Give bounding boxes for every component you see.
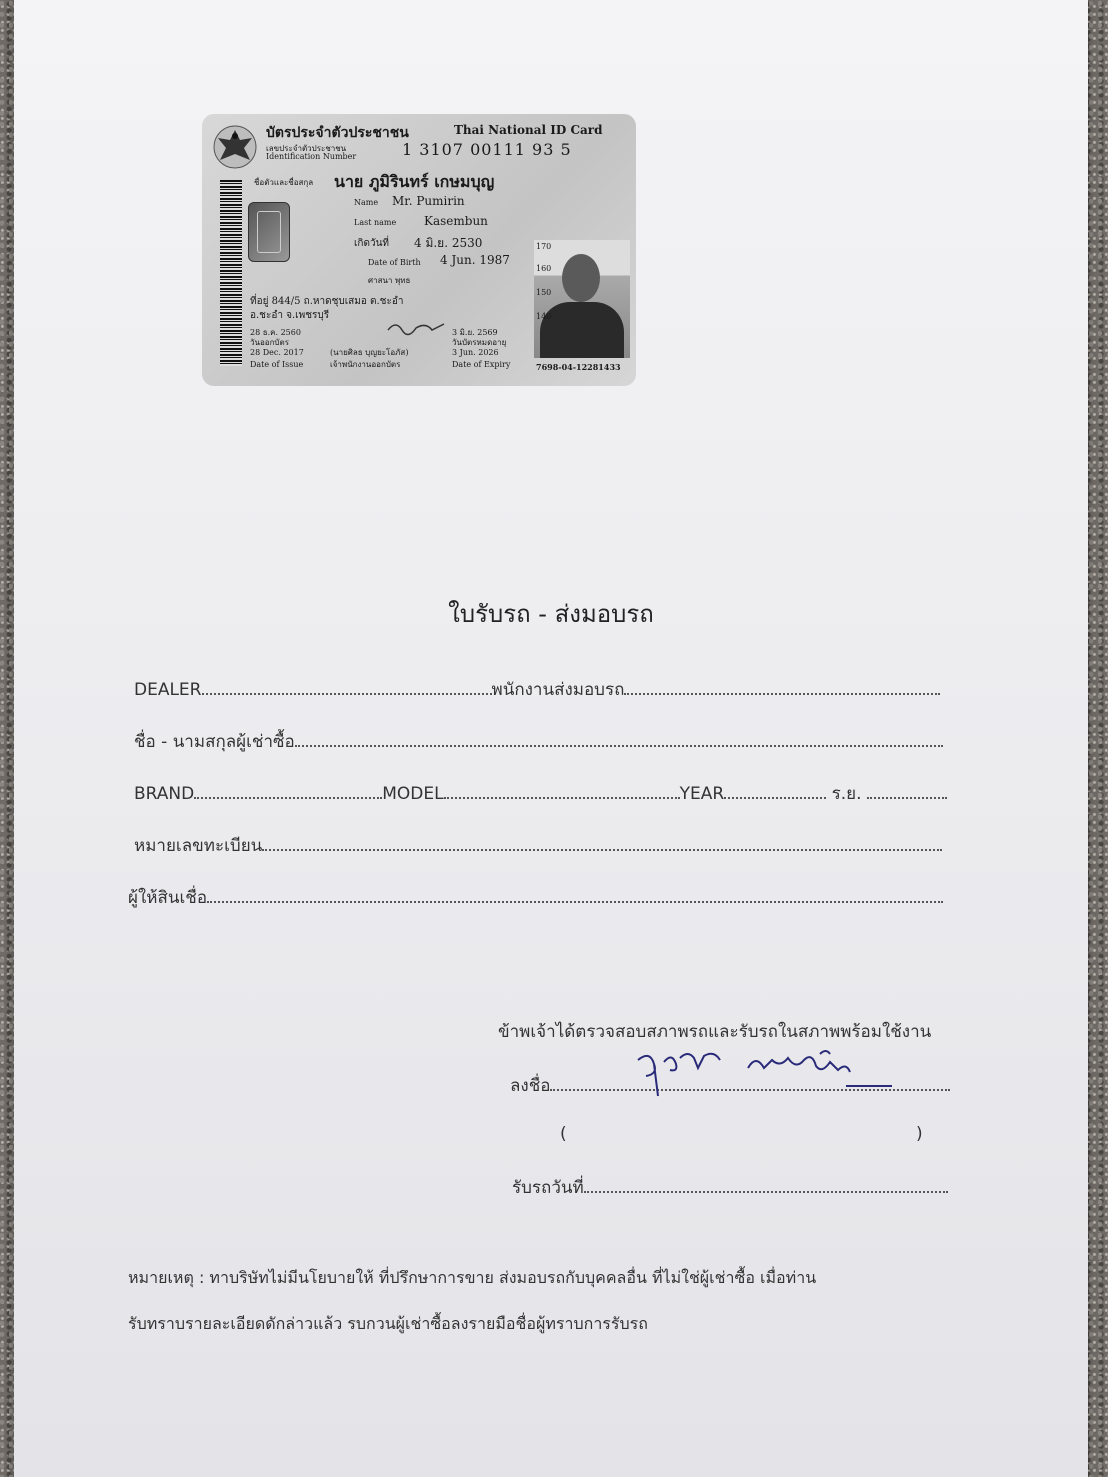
sign-label: ลงชื่อ (510, 1076, 551, 1096)
customer-name-label: ชื่อ - นามสกุลผู้เช่าซื้อ (134, 732, 295, 752)
paren-close: ) (916, 1124, 923, 1144)
height-mark-170: 170 (536, 242, 552, 251)
received-date-field[interactable] (584, 1177, 948, 1193)
dealer-field[interactable] (202, 679, 492, 695)
dealer-label: DEALER (134, 680, 202, 700)
id-number: 1 3107 00111 93 5 (402, 140, 572, 159)
brand-label: BRAND (134, 784, 195, 804)
height-mark-160: 160 (536, 264, 552, 273)
plate-field[interactable] (262, 835, 942, 851)
card-serial: 7698-04-12281433 (536, 362, 621, 372)
customer-name-row (134, 728, 943, 755)
plate-row (134, 832, 942, 859)
issue-label-en: Date of Issue (250, 360, 304, 369)
received-date-row (512, 1174, 948, 1201)
issue-label-thai: วันออกบัตร (250, 338, 289, 347)
issue-en: 28 Dec. 2017 (250, 348, 304, 357)
year-label: YEAR (679, 784, 725, 804)
expiry-label-en: Date of Expiry (452, 360, 511, 369)
dob-label-thai: เกิดวันที่ (354, 238, 390, 249)
note-line1: หมายเหตุ : ทาบริษัทไม่มีนโยบายให้ ที่ปรึกษาการขาย ส่งมอบรถกับบุคคลอื่น ที่ไม่ใช่ผู้เช่าซื้อ เมื่อท่าน (128, 1268, 817, 1287)
dob-thai: 4 มิ.ย. 2530 (414, 236, 483, 250)
height-mark-150: 150 (536, 288, 552, 297)
declaration-text: ข้าพเจ้าได้ตรวจสอบสภาพรถและรับรถในสภาพพร้อมใช้งาน (498, 1022, 932, 1042)
card-header-thai: บัตรประจำตัวประชาชน (266, 125, 409, 141)
id-label-thai: เลขประจำตัวประชาชน (266, 144, 347, 153)
ry-label: ร.ย. (831, 784, 862, 804)
name-en: Mr. Pumirin (392, 194, 465, 208)
issue-thai: 28 ธ.ค. 2560 (250, 328, 301, 337)
model-field[interactable] (444, 783, 680, 799)
barcode (220, 180, 242, 366)
expiry-label-thai: วันบัตรหมดอายุ (452, 338, 507, 347)
photo-head (562, 254, 600, 302)
card-header-en: Thai National ID Card (454, 123, 603, 137)
photo-body (540, 302, 624, 358)
ry-field[interactable] (867, 783, 947, 799)
delivery-staff-label: พนักงานส่งมอบรถ (491, 680, 625, 700)
vehicle-row (134, 780, 947, 807)
received-date-label: รับรถวันที่ (512, 1178, 584, 1198)
garuda-emblem-icon (212, 124, 258, 170)
card-photo (534, 240, 630, 358)
lastname-label-en: Last name (354, 218, 397, 227)
paren-open: ( (560, 1124, 567, 1144)
address-line2: อ.ชะอำ จ.เพชรบุรี (250, 310, 330, 321)
expiry-en: 3 Jun. 2026 (452, 348, 499, 357)
brand-field[interactable] (194, 783, 382, 799)
dealer-row (134, 676, 940, 703)
name-label-en: Name (354, 198, 379, 207)
id-label-en: Identification Number (266, 152, 357, 161)
lastname-en: Kasembun (424, 214, 488, 228)
note-line2: รับทราบรายละเอียดดักล่าวแล้ว รบกวนผู้เช่าซื้อลงรายมือชื่อผู้ทราบการรับรถ (128, 1314, 648, 1333)
lender-label: ผู้ให้สินเชื่อ (128, 888, 208, 908)
name-label-thai: ชื่อตัวและชื่อสกุล (254, 178, 314, 187)
form-title: ใบรับรถ - ส่งมอบรถ (448, 600, 654, 628)
officer-signature-icon (386, 316, 446, 338)
paper-sheet (14, 0, 1088, 1477)
dob-label-en: Date of Birth (368, 258, 421, 267)
expiry-thai: 3 มิ.ย. 2569 (452, 328, 498, 337)
lender-field[interactable] (207, 887, 943, 903)
officer-label: เจ้าพนักงานออกบัตร (330, 360, 401, 369)
height-mark-140: 140 (536, 312, 552, 321)
handwritten-signature-icon (624, 1040, 904, 1104)
model-label: MODEL (382, 784, 444, 804)
name-thai: นาย ภูมิรินทร์ เกษมบุญ (334, 172, 495, 191)
plate-label: หมายเลขทะเบียน (134, 836, 263, 856)
smart-chip-icon (248, 202, 290, 262)
lender-row (128, 884, 943, 911)
id-card-copy (202, 114, 636, 386)
year-field[interactable] (724, 783, 826, 799)
delivery-staff-field[interactable] (624, 679, 940, 695)
dob-en: 4 Jun. 1987 (440, 253, 510, 267)
address-line1: ที่อยู่ 844/5 ถ.หาดชุบเสมอ ต.ชะอำ (250, 296, 404, 307)
officer-name: (นายศิลธ บุญยะโอภัส) (330, 348, 409, 357)
customer-name-field[interactable] (295, 731, 943, 747)
religion: ศาสนา พุทธ (368, 276, 411, 285)
